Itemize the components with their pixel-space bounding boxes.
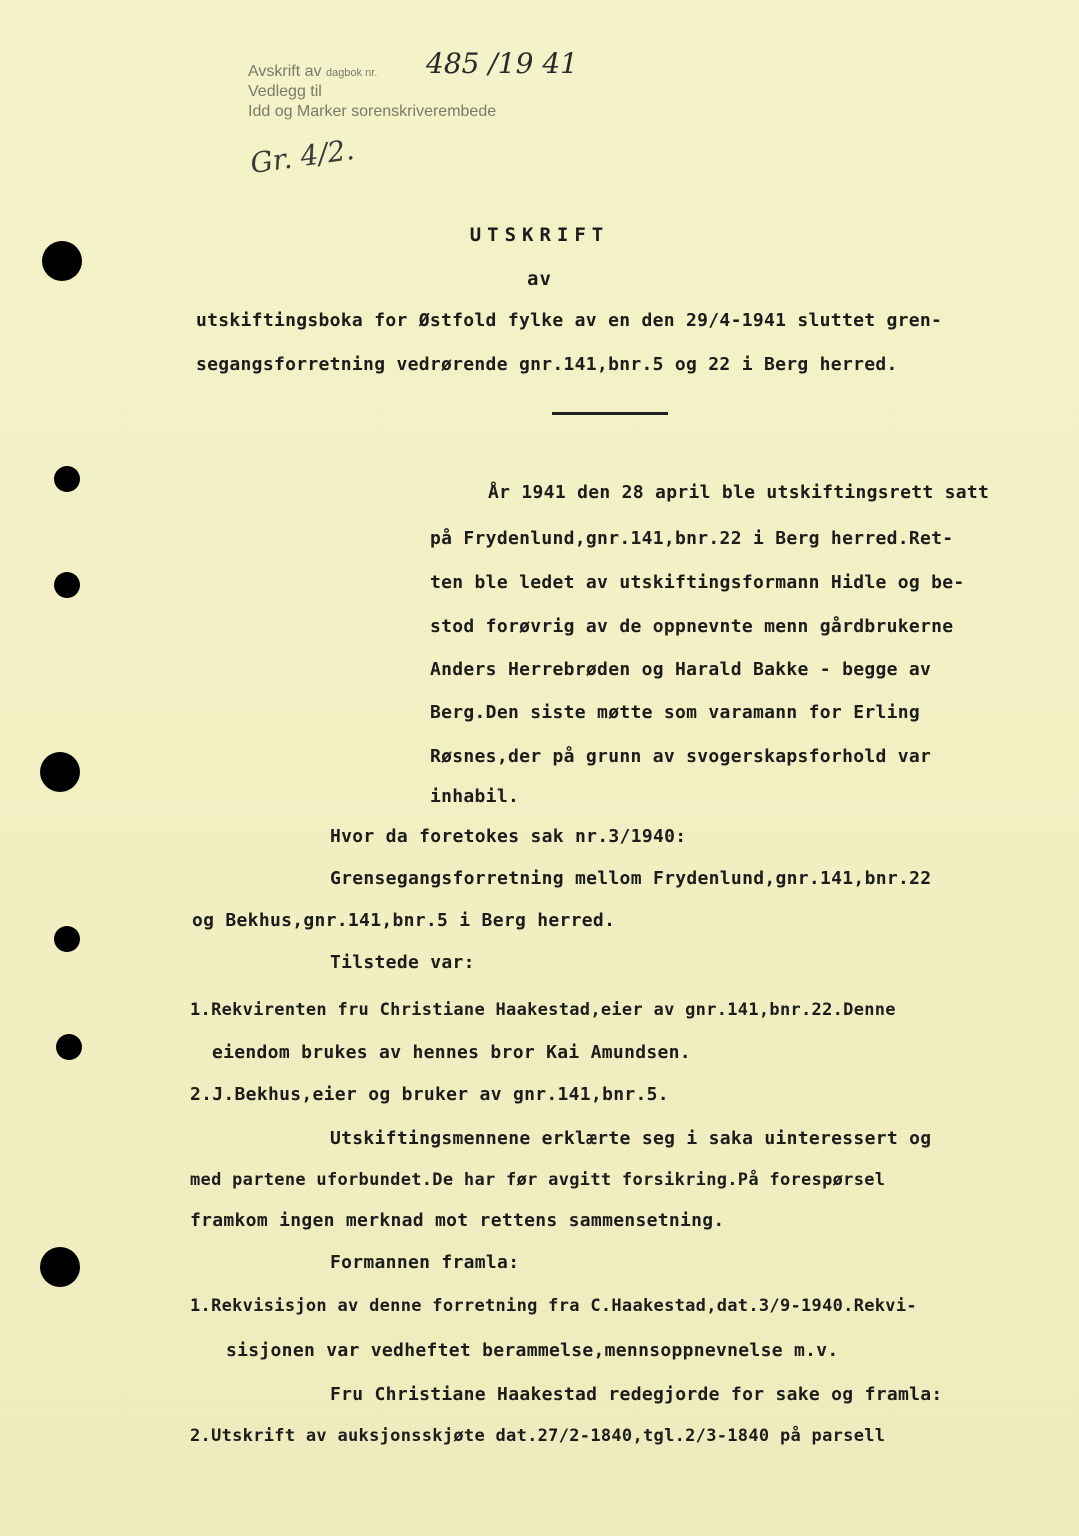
body-line: med partene uforbundet.De har før avgitt forsikring.På forespørsel <box>190 1170 886 1190</box>
body-line: på Frydenlund,gnr.141,bnr.22 i Berg herred.Ret- <box>430 528 954 549</box>
stamp-line-3: Idd og Marker sorenskriverembede <box>248 103 497 120</box>
body-line: Berg.Den siste møtte som varamann for Erling <box>430 702 921 723</box>
body-line: 2.Utskrift av auksjonsskjøte dat.27/2-1840,tgl.2/3-1840 på parsell <box>190 1426 886 1446</box>
punch-hole <box>40 1247 80 1287</box>
subtitle-line: segangsforretning vedrørende gnr.141,bnr.5 og 22 i Berg herred. <box>196 354 898 375</box>
handwritten-note: Gr. 4/2. <box>248 132 357 181</box>
body-line: Hvor da foretokes sak nr.3/1940: <box>330 826 687 847</box>
body-line: Anders Herrebrøden og Harald Bakke - begge av <box>430 659 932 680</box>
body-line: ten ble ledet av utskiftingsformann Hidle og be- <box>430 572 965 593</box>
punch-hole <box>56 1034 82 1060</box>
body-line: 1.Rekvirenten fru Christiane Haakestad,eier av gnr.141,bnr.22.Denne <box>190 1000 896 1020</box>
body-line: stod forøvrig av de oppnevnte menn gårdbrukerne <box>430 616 954 637</box>
punch-hole <box>54 466 80 492</box>
body-line: Tilstede var: <box>330 952 475 973</box>
stamp-line-2: Vedlegg til <box>248 83 322 100</box>
stamp-dagbok: dagbok nr. <box>325 67 378 79</box>
body-line: og Bekhus,gnr.141,bnr.5 i Berg herred. <box>192 910 616 931</box>
body-line: Grensegangsforretning mellom Frydenlund,gnr.141,bnr.22 <box>330 868 932 889</box>
punch-hole <box>54 926 80 952</box>
dagbok-year: 41 <box>542 47 578 80</box>
stamp-handwritten-number: 485 /19 41 <box>426 47 578 80</box>
dagbok-number: 485 <box>426 47 480 80</box>
document-title: UTSKRIFT <box>469 224 610 246</box>
body-line: inhabil. <box>430 786 520 807</box>
body-line: sisjonen var vedheftet berammelse,mennsoppnevnelse m.v. <box>226 1340 839 1361</box>
subtitle-line: utskiftingsboka for Østfold fylke av en den 29/4-1941 sluttet gren- <box>196 310 943 331</box>
body-line: Formannen framla: <box>330 1252 520 1273</box>
title-av: av <box>527 268 552 290</box>
body-line: Fru Christiane Haakestad redegjorde for sake og framla: <box>330 1384 943 1405</box>
body-line: eiendom brukes av hennes bror Kai Amundsen. <box>212 1042 691 1063</box>
archive-stamp <box>248 47 578 122</box>
punch-hole <box>54 572 80 598</box>
divider-rule <box>552 412 668 415</box>
punch-hole <box>40 752 80 792</box>
stamp-line-1: Avskrift av <box>248 63 322 80</box>
body-line: Utskiftingsmennene erklærte seg i saka uinteressert og <box>330 1128 932 1149</box>
body-line: framkom ingen merknad mot rettens sammensetning. <box>190 1210 725 1231</box>
body-line: 1.Rekvisisjon av denne forretning fra C.Haakestad,dat.3/9-1940.Rekvi- <box>190 1296 917 1316</box>
body-line: Røsnes,der på grunn av svogerskapsforhold var <box>430 746 932 767</box>
body-line: År 1941 den 28 april ble utskiftingsrett satt <box>488 482 990 503</box>
body-line: 2.J.Bekhus,eier og bruker av gnr.141,bnr.5. <box>190 1084 669 1105</box>
